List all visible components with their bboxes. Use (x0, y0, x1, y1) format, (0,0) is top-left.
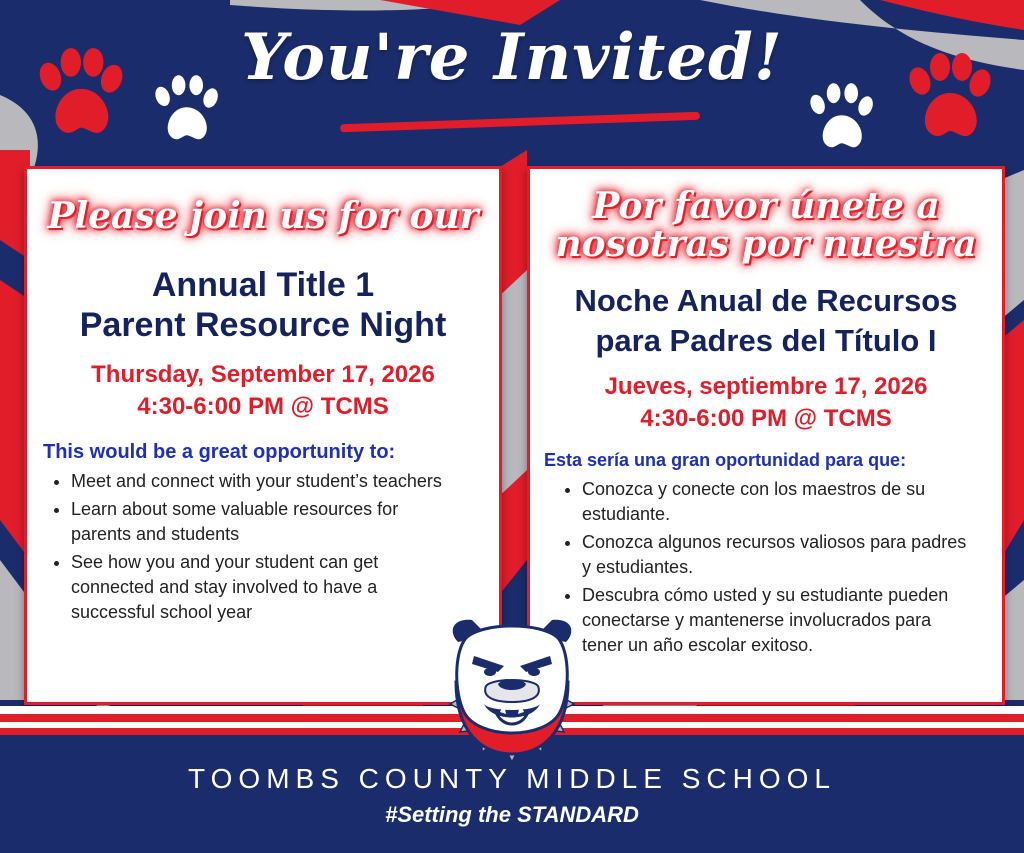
script-heading-line1: Por favor únete a (592, 185, 940, 227)
event-title-line1: Annual Title 1 (151, 266, 375, 304)
event-title-line2: Parent Resource Night (79, 306, 447, 344)
bulldog-mascot (442, 612, 582, 762)
event-date: Jueves, septiembre 17, 2026 (604, 373, 928, 400)
opportunity-heading: Esta sería una gran oportunidad para que: (544, 450, 907, 470)
event-title-line2: para Padres del Título I (595, 323, 937, 358)
list-item: • Descubra cómo usted y su estudiante pueden conectarse y mantenerse involucrados para tener un año escolar exitoso. (582, 583, 972, 658)
event-title-line1: Noche Anual de Recursos (574, 283, 958, 318)
list-item: • Conozca y conecte con los maestros de su estudiante. (582, 477, 972, 527)
opportunity-heading: This would be a great opportunity to: (43, 441, 396, 463)
list-item: • Learn about some valuable resources for parents and students (71, 497, 451, 547)
event-date: Thursday, September 17, 2026 (91, 361, 435, 388)
opportunity-list (530, 477, 972, 658)
event-time-place: 4:30-6:00 PM @ TCMS (640, 405, 892, 432)
script-heading-line2: nosotras por nuestra (555, 223, 977, 265)
school-tagline: #Setting the STANDARD (385, 802, 639, 827)
invitation-title: You're Invited! (241, 20, 783, 95)
list-item: • Conozca algunos recursos valiosos para padres y estudiantes. (582, 530, 972, 580)
script-heading: Please join us for our (47, 195, 479, 237)
list-item: • Meet and connect with your student’s teachers (71, 469, 451, 494)
english-invitation-card (24, 166, 502, 705)
opportunity-list (27, 469, 451, 625)
list-item: • See how you and your student can get connected and stay involved to have a successful school year (71, 550, 451, 625)
school-name: TOOMBS COUNTY MIDDLE SCHOOL (188, 763, 836, 794)
spanish-invitation-card (527, 166, 1005, 705)
event-time-place: 4:30-6:00 PM @ TCMS (137, 393, 389, 420)
